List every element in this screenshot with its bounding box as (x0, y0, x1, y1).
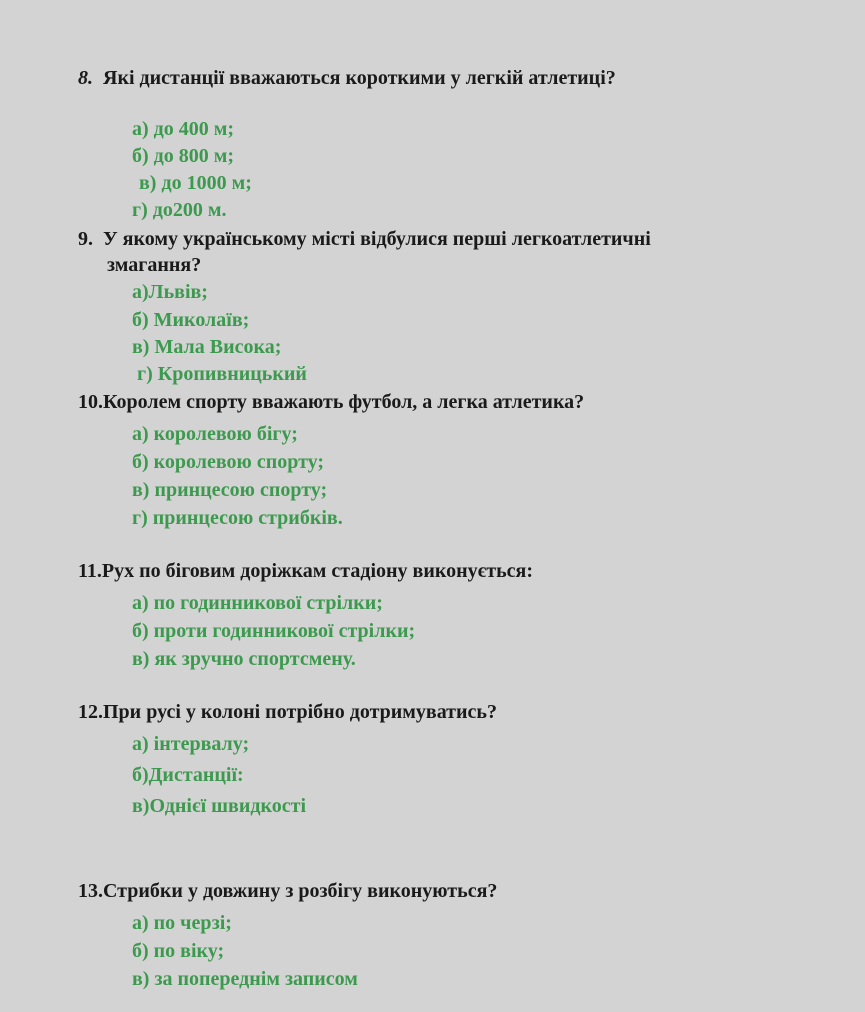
question-text: Стрибки у довжину з розбігу виконуються? (103, 880, 498, 902)
question-11 (78, 559, 533, 583)
question-13 (78, 879, 497, 903)
answer-option: в) до 1000 м; (139, 172, 252, 194)
question-text: Рух по біговим доріжкам стадіону виконується: (101, 560, 534, 582)
answer-option: г) принцесою стрибків. (132, 507, 343, 529)
answer-option: в) Мала Висока; (132, 336, 282, 358)
answer-option: а) інтервалу; (132, 733, 250, 755)
question-9 (78, 227, 651, 251)
question-text: Які дистанції вважаються короткими у легкій атлетиці? (103, 67, 616, 89)
question-text: При русі у колоні потрібно дотримуватись? (103, 701, 497, 723)
question-number: 8. (78, 67, 93, 89)
question-text-continued: змагання? (107, 254, 202, 276)
question-number: 11. (78, 560, 102, 582)
question-number: 10. (78, 391, 103, 413)
question-number: 12. (78, 701, 103, 723)
answer-option: б) королевою спорту; (132, 451, 325, 473)
question-10 (78, 390, 584, 414)
answer-option: в)Однієї швидкості (132, 795, 306, 817)
answer-option: а) королевою бігу; (132, 423, 298, 445)
answer-option: а)Львів; (132, 281, 208, 303)
answer-option: б) проти годинникової стрілки; (132, 620, 416, 642)
answer-option: б)Дистанції: (132, 764, 244, 786)
question-number: 13. (78, 880, 103, 902)
answer-option: г) до200 м. (132, 199, 227, 221)
answer-option: а) по черзі; (132, 912, 232, 934)
answer-option: в) принцесою спорту; (132, 479, 328, 501)
answer-option: г) Кропивницький (137, 363, 307, 385)
answer-option: в) як зручно спортсмену. (132, 648, 356, 670)
answer-option: а) по годинникової стрілки; (132, 592, 383, 614)
question-number: 9. (78, 228, 93, 250)
question-text: У якому українському місті відбулися перші легкоатлетичні (103, 228, 651, 250)
answer-option: в) за попереднім записом (132, 968, 358, 990)
question-12 (78, 700, 497, 724)
answer-option: б) по віку; (132, 940, 225, 962)
answer-option: а) до 400 м; (132, 118, 235, 140)
question-8 (78, 66, 616, 90)
answer-option: б) Миколаїв; (132, 309, 250, 331)
question-text: Королем спорту вважають футбол, а легка атлетика? (103, 391, 585, 413)
answer-option: б) до 800 м; (132, 145, 235, 167)
